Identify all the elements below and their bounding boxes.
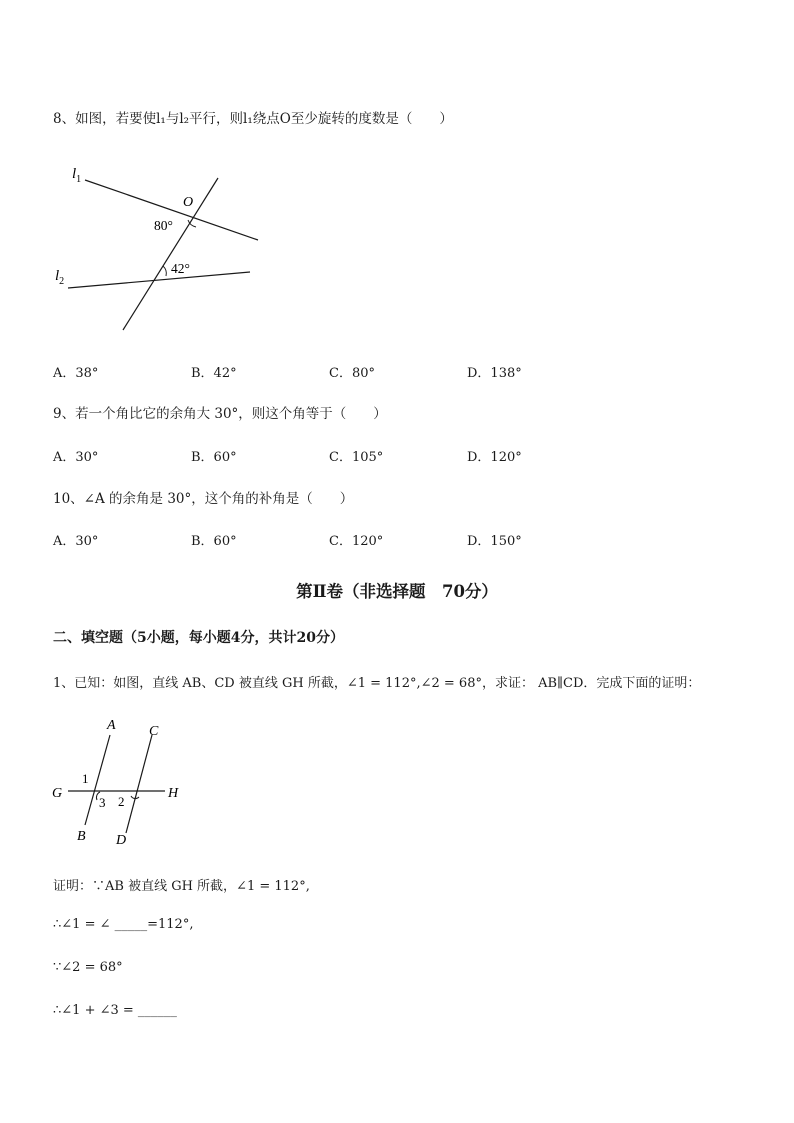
q10-option-b: B．60° bbox=[191, 534, 237, 549]
label-d: D bbox=[116, 833, 127, 848]
label-angle-80: 80° bbox=[154, 218, 173, 233]
label-a: A bbox=[107, 718, 116, 733]
section-heading: 二、填空题（5小题，每小题4分，共计20分） bbox=[53, 630, 344, 646]
label-angle-42: 42° bbox=[171, 261, 190, 276]
proof-line-3: ∵∠2 = 68° bbox=[53, 960, 123, 975]
q10-option-c: C．120° bbox=[329, 534, 384, 549]
fill-question-1-text: 1、已知：如图，直线 AB、CD 被直线 GH 所截，∠1 = 112°,∠2 = 68°，求证： AB∥CD．完成下面的证明： bbox=[53, 676, 701, 691]
label-l2: $l_2$ bbox=[55, 268, 65, 287]
label-angle-2: 2 bbox=[118, 794, 125, 809]
q8-option-c: C．80° bbox=[329, 366, 375, 381]
proof-line-2: ∴∠1 = ∠ _____=112°, bbox=[53, 917, 194, 932]
proof-line-1: 证明：∵AB 被直线 GH 所截，∠1 = 112°, bbox=[53, 879, 310, 894]
label-b: B bbox=[77, 829, 86, 844]
q9-option-a: A．30° bbox=[53, 450, 99, 465]
q9-option-d: D．120° bbox=[467, 450, 522, 465]
part-2-title: 第Ⅱ卷（非选择题 70分） bbox=[296, 582, 498, 601]
question-9-text: 9、若一个角比它的余角大 30°，则这个角等于（ ） bbox=[53, 406, 387, 422]
label-angle-1: 1 bbox=[82, 771, 89, 786]
q9-option-c: C．105° bbox=[329, 450, 384, 465]
label-point-o: O bbox=[183, 195, 194, 210]
label-h: H bbox=[168, 786, 179, 801]
fill-question-1-figure bbox=[50, 715, 200, 855]
transversal-line bbox=[123, 178, 218, 330]
line-cd bbox=[126, 735, 152, 833]
question-10-text: 10、∠A 的余角是 30°，这个角的补角是（ ） bbox=[53, 491, 354, 507]
q9-option-b: B．60° bbox=[191, 450, 237, 465]
line-ab bbox=[85, 735, 110, 825]
label-g: G bbox=[52, 786, 63, 801]
q8-option-b: B．42° bbox=[191, 366, 237, 381]
label-l1: $l_1$ bbox=[72, 166, 82, 185]
question-8-figure bbox=[50, 160, 270, 340]
q8-option-d: D．138° bbox=[467, 366, 522, 381]
q10-option-d: D．150° bbox=[467, 534, 522, 549]
line-l2 bbox=[68, 272, 250, 288]
label-c: C bbox=[149, 724, 159, 739]
q10-option-a: A．30° bbox=[53, 534, 99, 549]
angle-42-arc bbox=[163, 266, 166, 276]
proof-line-4: ∴∠1 + ∠3 = ______ bbox=[53, 1003, 177, 1018]
label-angle-3: 3 bbox=[99, 795, 106, 810]
question-8-text: 8、如图，若要使l₁与l₂平行，则l₁绕点O至少旋转的度数是（ ） bbox=[53, 111, 453, 127]
q8-option-a: A．38° bbox=[53, 366, 99, 381]
